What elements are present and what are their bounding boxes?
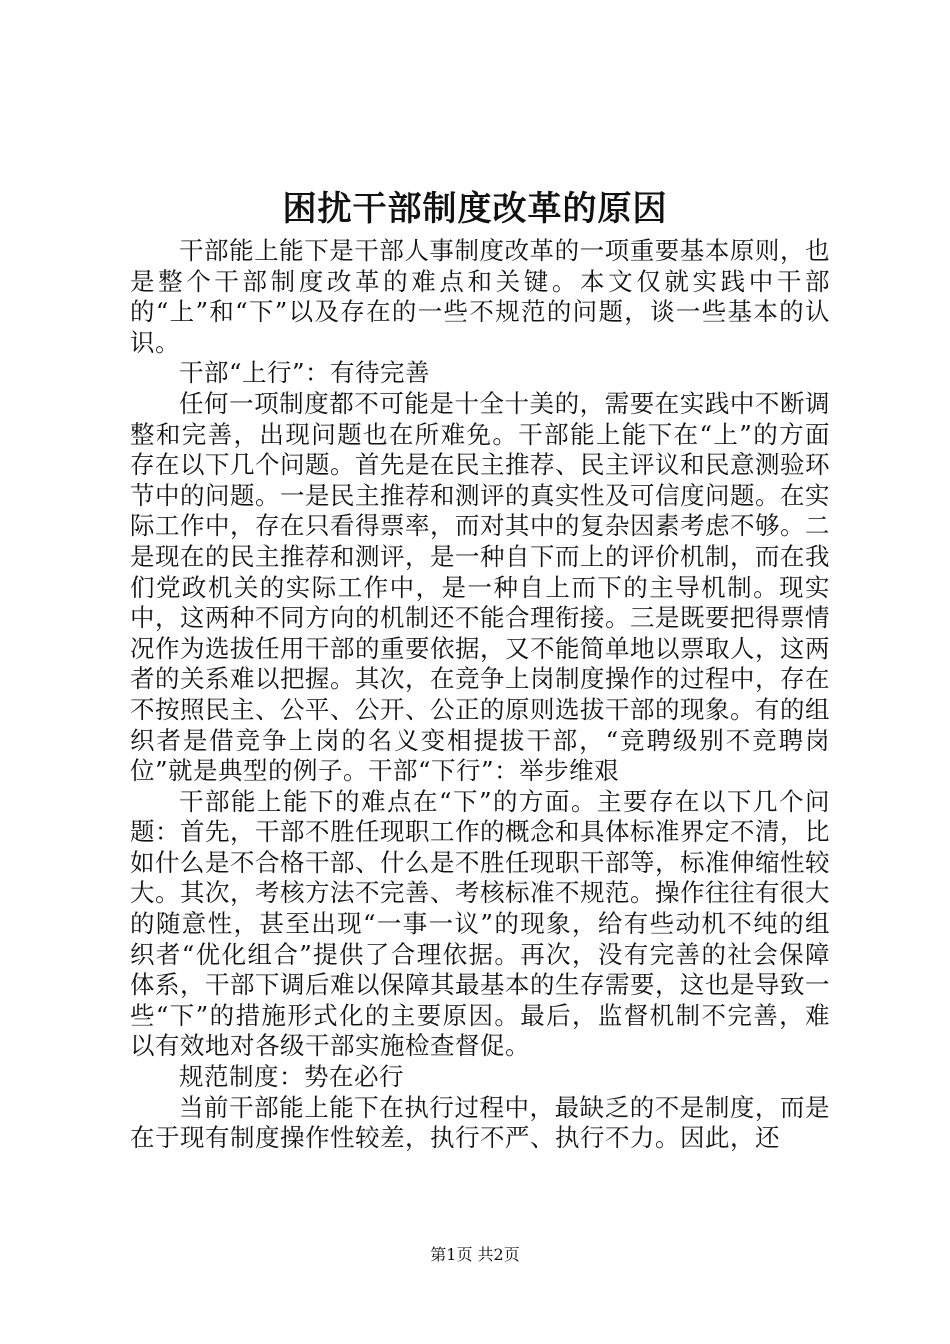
- document-body: [130, 236, 830, 1154]
- demotion-paragraph: 干部能上能下的难点在“下”的方面。主要存在以下几个问题：首先，干部不胜任现职工作的概念和具体标准界定不清，比如什么是不合格干部、什么是不胜任现职干部等，标准伸缩性较大。其次，考核方法不完善、考核标准不规范。操作往往有很大的随意性，甚至出现“一事一议”的现象，给有些动机不纯的组织者“优化组合”提供了合理依据。再次，没有完善的社会保障体系，干部下调后难以保障其最基本的生存需要，这也是导致一些“下”的措施形式化的主要原因。最后，监督机制不完善，难以有效地对各级干部实施检查督促。: [130, 786, 830, 1061]
- promotion-paragraph: 任何一项制度都不可能是十全十美的，需要在实践中不断调整和完善，出现问题也在所难免。干部能上能下在“上”的方面存在以下几个问题。首先是在民主推荐、民主评议和民意测验环节中的问题。一是民主推荐和测评的真实性及可信度问题。在实际工作中，存在只看得票率，而对其中的复杂因素考虑不够。二是现在的民主推荐和测评，是一种自下而上的评价机制，而在我们党政机关的实际工作中，是一种自上而下的主导机制。现实中，这两种不同方向的机制还不能合理衔接。三是既要把得票情况作为选拔任用干部的重要依据，又不能简单地以票取人，这两者的关系难以把握。其次，在竞争上岗制度操作的过程中，存在不按照民主、公平、公开、公正的原则选拔干部的现象。有的组织者是借竞争上岗的名义变相提拔干部，“竞聘级别不竞聘岗位”就是典型的例子。干部“下行”：举步维艰: [130, 388, 830, 786]
- intro-paragraph: 干部能上能下是干部人事制度改革的一项重要基本原则，也是整个干部制度改革的难点和关键。本文仅就实践中干部的“上”和“下”以及存在的一些不规范的问题，谈一些基本的认识。: [130, 236, 830, 357]
- section-heading-promotion: 干部“上行”：有待完善: [179, 358, 431, 388]
- document-title: 困扰干部制度改革的原因: [282, 189, 668, 229]
- regulation-paragraph: 当前干部能上能下在执行过程中，最缺乏的不是制度，而是在于现有制度操作性较差，执行不严、执行不力。因此，还: [130, 1092, 830, 1153]
- section-heading-regulation: 规范制度：势在必行: [179, 1062, 404, 1092]
- page-number-footer: 第1页 共2页: [430, 1245, 520, 1264]
